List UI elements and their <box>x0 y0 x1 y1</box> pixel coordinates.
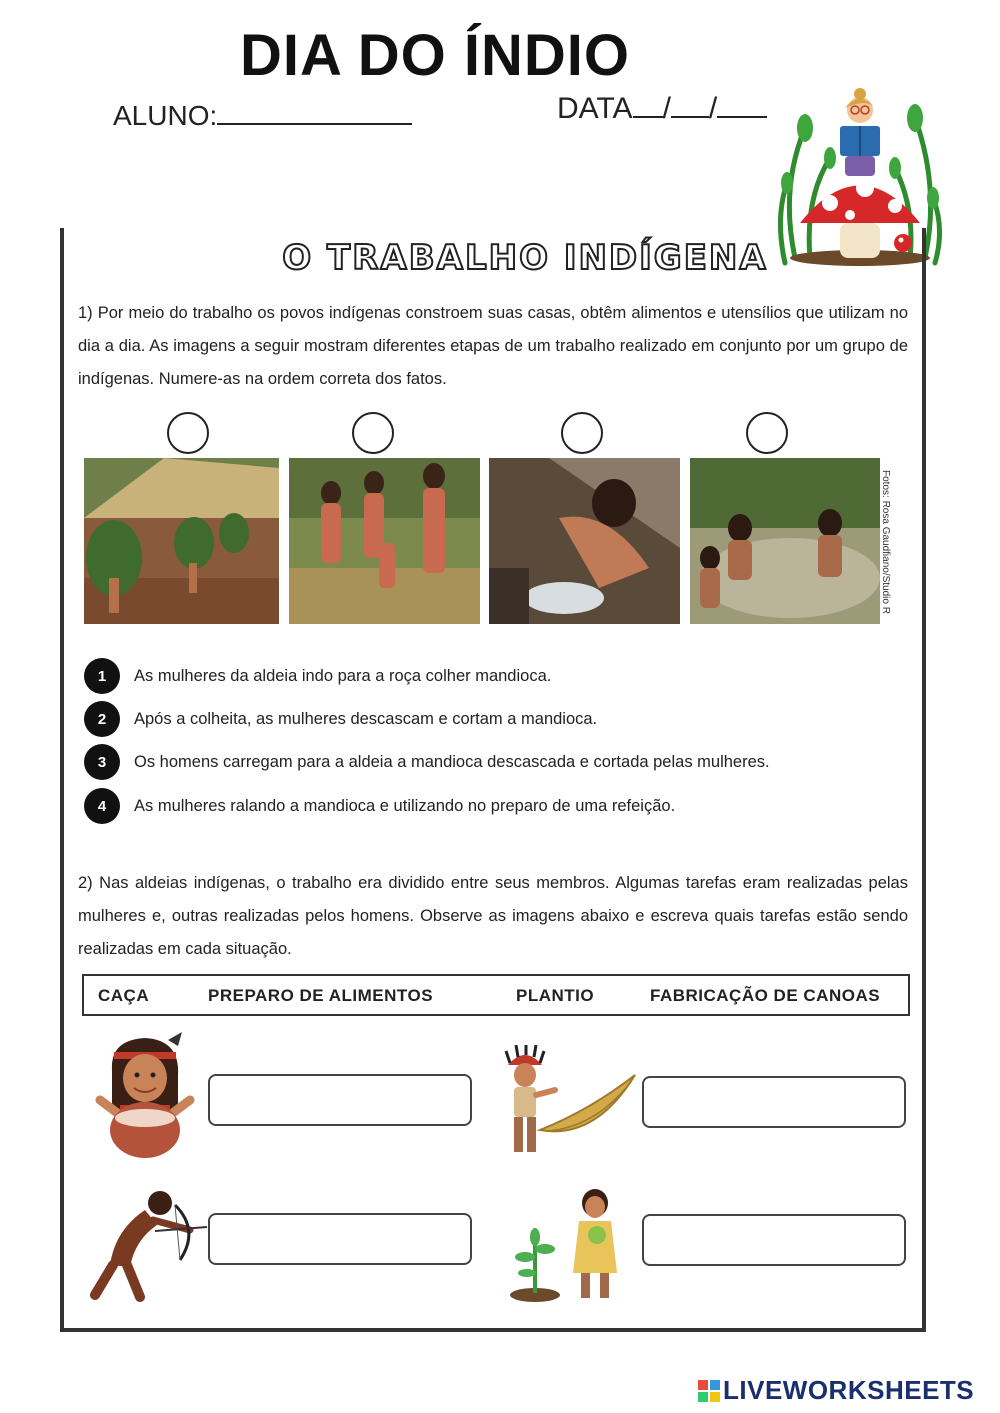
number-badge: 4 <box>84 788 120 824</box>
options-table <box>82 974 910 1016</box>
photo-men-carrying-manioc <box>84 458 279 624</box>
student-name-line[interactable] <box>217 123 412 125</box>
student-name-label: ALUNO: <box>113 100 412 132</box>
question-2-text: 2) Nas aldeias indígenas, o trabalho era dividido entre seus membros. Algumas tarefas eram realizadas pelas mulheres e, outras realizadas pelos homens. Observe as imagens abaixo e escreva quais tarefas estão sendo realizadas em cada situação. <box>78 874 908 958</box>
woman-preparing-food-illustration <box>90 1030 205 1165</box>
list-item <box>84 700 597 738</box>
date-year-line[interactable] <box>717 116 767 118</box>
list-item <box>84 787 675 825</box>
answer-circle-2[interactable] <box>352 412 394 454</box>
worksheet-title: O TRABALHO INDÍGENA <box>282 238 768 278</box>
list-item-text: As mulheres ralando a mandioca e utilizando no preparo de uma refeição. <box>134 796 676 815</box>
option-fabricacao: FABRICAÇÃO DE CANOAS <box>650 986 881 1005</box>
photo-women-going-to-field <box>289 458 480 624</box>
answer-box-planting[interactable] <box>642 1214 906 1266</box>
liveworksheets-logo: LIVEWORKSHEETS <box>698 1375 974 1406</box>
photo-women-peeling-manioc <box>690 458 880 624</box>
list-item-text: Após a colheita, as mulheres descascam e cortam a mandioca. <box>134 709 598 728</box>
number-badge: 1 <box>84 658 120 694</box>
answer-box-hunting[interactable] <box>208 1213 472 1265</box>
option-caca: CAÇA <box>98 986 150 1005</box>
answer-box-food-preparation[interactable] <box>208 1074 472 1126</box>
option-preparo: PREPARO DE ALIMENTOS <box>208 986 434 1005</box>
question-1-text: 1) Por meio do trabalho os povos indígenas constroem suas casas, obtêm alimentos e utensílios que utilizam no dia a dia. As imagens a seguir mostram diferentes etapas de um trabalho realizado em conjunto por um grupo de indígenas. Numere-as na ordem correta dos fatos. <box>78 304 908 388</box>
answer-box-canoe[interactable] <box>642 1076 906 1128</box>
photo-women-grating-manioc <box>489 458 680 624</box>
liveworksheets-icon <box>698 1380 720 1402</box>
answer-circle-4[interactable] <box>746 412 788 454</box>
hunter-with-bow-illustration <box>85 1185 210 1305</box>
date-month-line[interactable] <box>671 116 709 118</box>
answer-circle-1[interactable] <box>167 412 209 454</box>
date-label: DATA / / <box>557 92 767 126</box>
option-plantio: PLANTIO <box>516 986 595 1005</box>
man-making-canoe-illustration <box>500 1045 640 1160</box>
list-item <box>84 743 770 781</box>
date-day-line[interactable] <box>633 116 663 118</box>
answer-circle-3[interactable] <box>561 412 603 454</box>
photo-credit: Fotos: Rosa Gaudfiano/Studio R <box>880 470 891 614</box>
number-badge: 3 <box>84 744 120 780</box>
woman-planting-illustration <box>505 1185 630 1305</box>
list-item-text: As mulheres da aldeia indo para a roça colher mandioca. <box>134 666 552 685</box>
page-title: DIA DO ÍNDIO <box>239 23 631 88</box>
list-item-text: Os homens carregam para a aldeia a mandioca descascada e cortada pelas mulheres. <box>134 752 770 771</box>
list-item <box>84 657 551 695</box>
number-badge: 2 <box>84 701 120 737</box>
